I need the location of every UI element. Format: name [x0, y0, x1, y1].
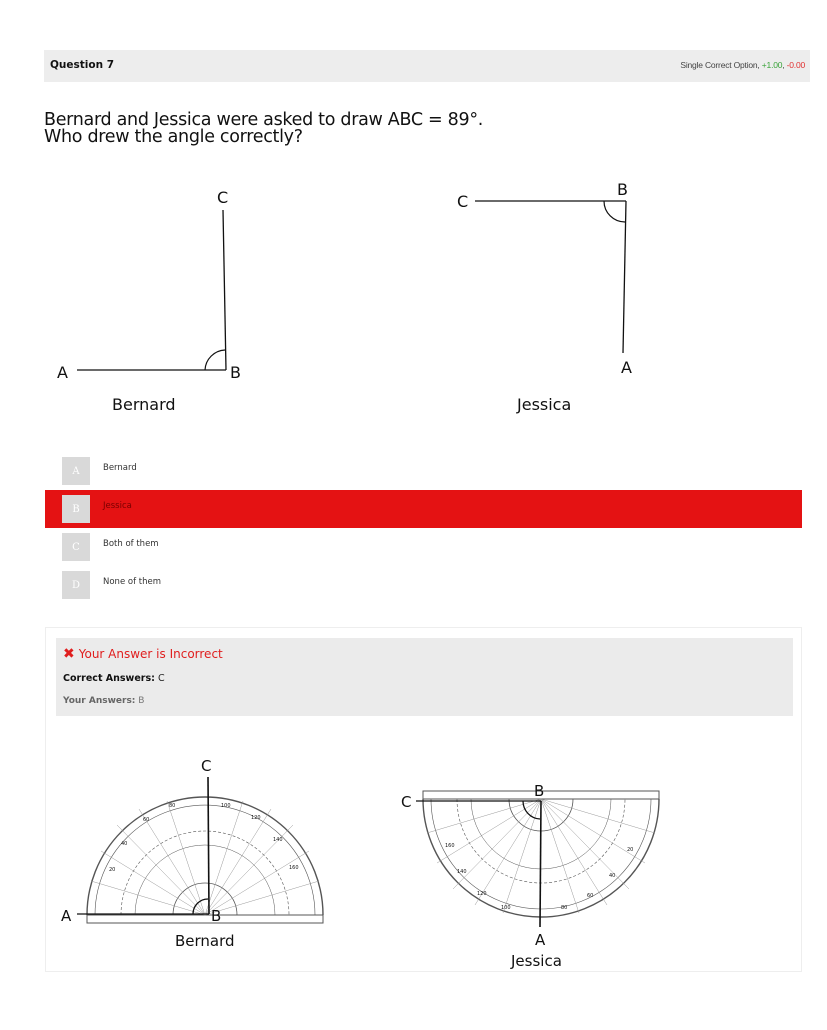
svg-text:60: 60: [587, 893, 594, 899]
question-marking-scheme: Single Correct Option, +1.00, -0.00: [680, 60, 805, 70]
question-number: Question 7: [50, 59, 115, 71]
question-text: [44, 112, 483, 146]
jessica-label-a: A: [621, 358, 632, 377]
solution-bernard-label-c: C: [201, 757, 212, 775]
correct-answers-label: Correct Answers:: [63, 673, 155, 684]
option-label: Jessica: [103, 501, 132, 511]
svg-text:160: 160: [289, 865, 299, 871]
correct-answers: [63, 673, 165, 684]
option-letter-badge: C: [62, 533, 90, 561]
svg-text:40: 40: [609, 873, 616, 879]
figure-jessica-angle: [440, 170, 660, 420]
bernard-label-a: A: [57, 363, 68, 382]
solution-bernard-label-b: B: [211, 907, 222, 925]
jessica-label-c: C: [457, 192, 469, 211]
question-header: [44, 50, 810, 82]
bernard-label-b: B: [230, 363, 241, 382]
answer-status: [63, 646, 223, 662]
svg-text:120: 120: [477, 891, 487, 897]
cross-icon: ✖: [63, 646, 75, 662]
solution-jessica-label-b: B: [534, 782, 545, 800]
jessica-caption: Jessica: [517, 395, 572, 414]
positive-marks: +1.00: [761, 60, 783, 70]
solution-bernard-caption: Bernard: [175, 932, 235, 950]
option-label: Both of them: [103, 539, 159, 549]
question-type: Single Correct Option,: [680, 60, 760, 70]
option-label: Bernard: [103, 463, 137, 473]
your-answers-label: Your Answers:: [63, 696, 136, 706]
option-a[interactable]: [45, 450, 802, 487]
figure-bernard-angle: [40, 170, 340, 420]
svg-text:80: 80: [169, 803, 176, 809]
jessica-label-b: B: [617, 180, 628, 199]
svg-text:160: 160: [445, 843, 455, 849]
solution-jessica-protractor: [401, 771, 681, 981]
option-letter-badge: D: [62, 571, 90, 599]
svg-text:60: 60: [143, 817, 150, 823]
svg-text:40: 40: [121, 841, 128, 847]
question-text-line-2: Who drew the angle correctly?: [44, 127, 303, 147]
svg-text:20: 20: [109, 867, 116, 873]
option-letter-badge: B: [62, 495, 90, 523]
solution-jessica-label-a: A: [535, 931, 546, 949]
svg-text:140: 140: [273, 837, 283, 843]
option-c[interactable]: [45, 526, 802, 563]
solution-bernard-protractor: [51, 741, 351, 971]
answer-status-text: Your Answer is Incorrect: [78, 647, 223, 661]
bernard-label-c: C: [217, 188, 229, 207]
option-label: None of them: [103, 577, 162, 587]
correct-answers-value: C: [157, 673, 165, 684]
negative-marks: -0.00: [786, 60, 805, 70]
option-b-selected-incorrect[interactable]: [45, 490, 802, 528]
bernard-caption: Bernard: [112, 395, 176, 414]
your-answers-value: B: [138, 696, 145, 706]
solution-jessica-caption: Jessica: [511, 952, 562, 970]
option-letter-badge: A: [62, 457, 90, 485]
question-text-line-1: Bernard and Jessica were asked to draw ABC = 89°.: [44, 110, 484, 130]
svg-text:100: 100: [501, 905, 511, 911]
solution-bernard-label-a: A: [61, 907, 72, 925]
solution-jessica-label-c: C: [401, 793, 412, 811]
solution-panel: [45, 627, 802, 972]
svg-text:20: 20: [627, 847, 634, 853]
your-answers: [63, 696, 144, 706]
svg-text:140: 140: [457, 869, 467, 875]
svg-text:100: 100: [221, 803, 231, 809]
svg-text:120: 120: [251, 815, 261, 821]
option-d[interactable]: [45, 564, 802, 601]
svg-text:80: 80: [561, 905, 568, 911]
answer-feedback-box: [56, 638, 793, 716]
